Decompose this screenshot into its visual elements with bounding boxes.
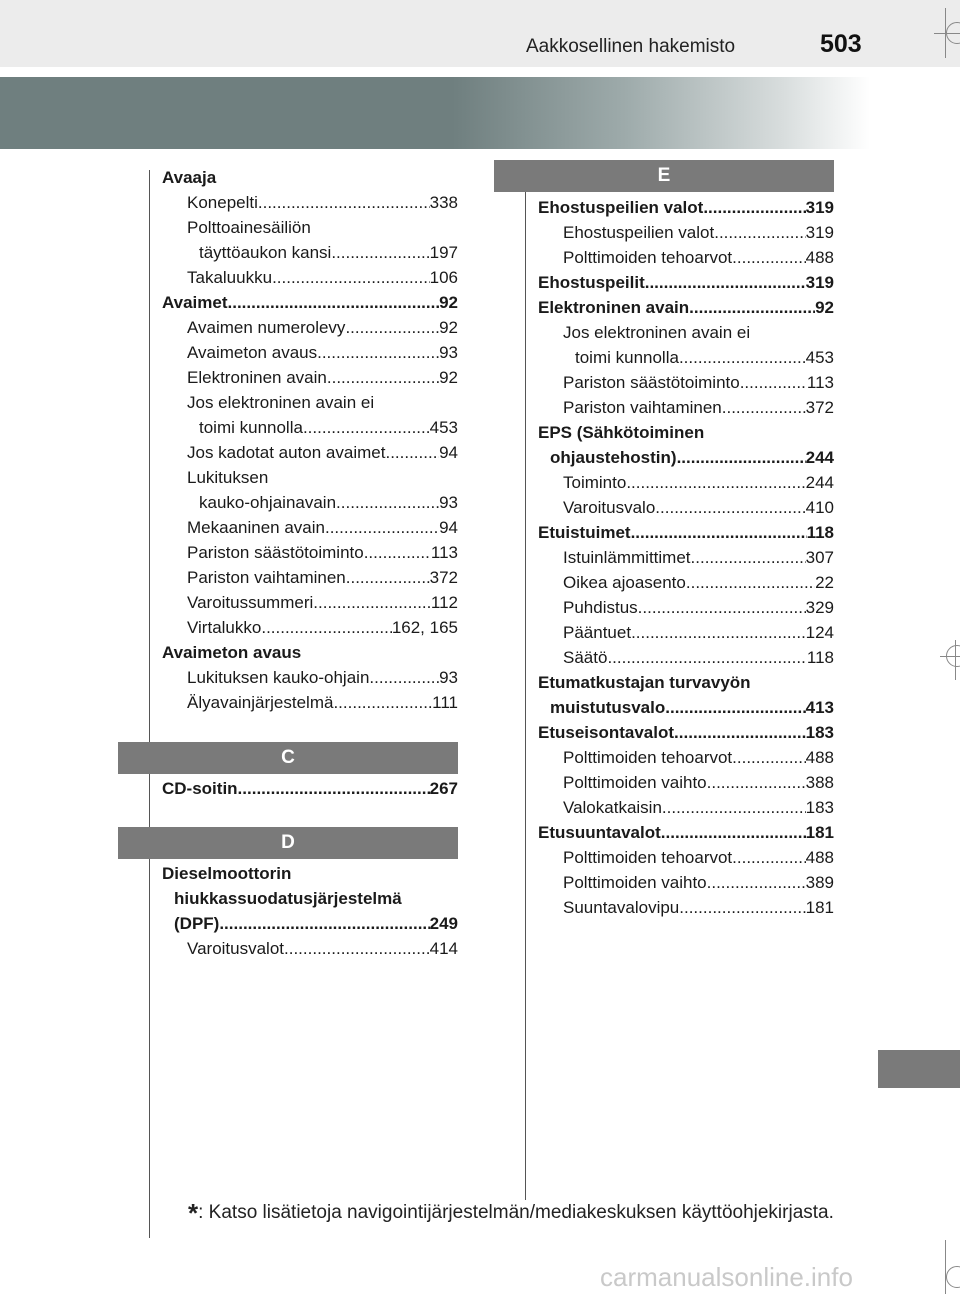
index-term: Takaluukku	[187, 268, 273, 287]
dot-leader	[679, 347, 806, 369]
index-entry	[563, 397, 834, 419]
index-entry	[538, 272, 834, 294]
page-reference: 413	[805, 698, 834, 717]
index-term: Suuntavalovipu	[563, 898, 680, 917]
header-title: Aakkosellinen hakemisto	[526, 36, 736, 57]
index-term: Etuistuimet	[538, 523, 631, 542]
page-reference: 111	[432, 693, 458, 712]
index-term: Puhdistus	[563, 598, 638, 617]
index-entry	[162, 778, 458, 800]
index-entry	[563, 647, 834, 669]
page-reference: 183	[805, 723, 834, 742]
dot-leader	[722, 397, 806, 419]
page-reference: 92	[439, 293, 458, 312]
dot-leader	[714, 222, 805, 244]
index-term: Elektroninen avain	[538, 298, 690, 317]
index-entry: Etumatkustajan turvavyön	[538, 673, 751, 692]
index-term: Avaimet	[162, 293, 228, 312]
index-term: täyttöaukon kansi	[199, 243, 332, 262]
index-term: Valokatkaisin	[563, 798, 662, 817]
column-rule-left	[149, 170, 150, 1238]
page-reference: 389	[805, 873, 834, 892]
dot-leader	[674, 722, 806, 744]
dot-leader	[662, 797, 806, 819]
dot-leader	[740, 372, 807, 394]
dot-leader	[707, 772, 806, 794]
section-header-d: D	[118, 827, 458, 859]
index-entry	[550, 447, 834, 469]
dot-leader	[258, 192, 430, 214]
index-entry	[187, 542, 458, 564]
index-entry	[538, 297, 834, 319]
page-reference: 453	[429, 418, 458, 437]
index-term: Istuinlämmittimet	[563, 548, 691, 567]
index-term: Etusuuntavalot	[538, 823, 661, 842]
page-reference: 22	[815, 573, 834, 592]
dot-leader	[325, 517, 439, 539]
page-reference: 319	[805, 223, 834, 242]
dot-leader	[679, 897, 805, 919]
page-reference: 319	[805, 198, 834, 217]
index-term: ohjaustehostin)	[550, 448, 677, 467]
section-header-c: C	[118, 742, 458, 774]
index-term: Varoitusvalot	[187, 939, 285, 958]
page-reference: 372	[805, 398, 834, 417]
page-reference: 94	[439, 443, 458, 462]
index-entry	[174, 913, 458, 935]
dot-leader	[327, 367, 439, 389]
chapter-edge-tab	[878, 1050, 960, 1088]
index-term: Polttimoiden tehoarvot	[563, 248, 733, 267]
index-term: Älyavainjärjestelmä	[187, 693, 334, 712]
index-entry: Avaaja	[162, 168, 217, 187]
dot-leader	[346, 567, 430, 589]
page-reference: 181	[805, 823, 834, 842]
dot-leader	[665, 697, 805, 719]
dot-leader	[645, 272, 806, 294]
index-term: Lukituksen kauko-ohjain	[187, 668, 370, 687]
index-entry	[563, 847, 834, 869]
page-reference: 118	[806, 523, 834, 542]
dot-leader	[336, 492, 439, 514]
dot-leader	[626, 472, 805, 494]
index-term: Virtalukko	[187, 618, 262, 637]
dot-leader	[607, 647, 806, 669]
index-term: Pariston vaihtaminen	[187, 568, 346, 587]
page-reference: 372	[429, 568, 458, 587]
page-reference: 453	[805, 348, 834, 367]
dot-leader	[331, 242, 429, 264]
dot-leader	[345, 317, 439, 339]
page-reference: 181	[805, 898, 834, 917]
page-reference: 93	[439, 343, 458, 362]
index-term: Säätö	[563, 648, 608, 667]
page-reference: 93	[439, 493, 458, 512]
index-term: toimi kunnolla	[575, 348, 679, 367]
index-entry	[187, 317, 458, 339]
footnote-text: : Katso lisätietoja navigointijärjestelmän/mediakeskuksen käyttöohjekirjasta.	[198, 1202, 834, 1223]
page-reference: 106	[429, 268, 458, 287]
page-reference: 113	[806, 373, 834, 392]
index-term: Ehostuspeilien valot	[538, 198, 704, 217]
index-entry	[563, 597, 834, 619]
index-term: Jos kadotat auton avaimet	[187, 443, 386, 462]
dot-leader	[691, 547, 806, 569]
dot-leader	[369, 667, 439, 689]
header-gradient-bar	[0, 77, 870, 149]
registration-mark-icon	[946, 645, 960, 667]
dot-leader	[333, 692, 432, 714]
page-reference: 488	[805, 748, 834, 767]
index-term: Pariston säästötoiminto	[187, 543, 364, 562]
index-entry	[563, 747, 834, 769]
dot-leader	[228, 292, 440, 314]
index-term: (DPF)	[174, 914, 220, 933]
page-reference: 197	[429, 243, 458, 262]
index-entry	[563, 797, 834, 819]
index-entry	[563, 497, 834, 519]
index-term: Polttimoiden vaihto	[563, 773, 707, 792]
dot-leader	[303, 417, 430, 439]
page-reference: 92	[439, 318, 458, 337]
page-reference: 249	[429, 914, 458, 933]
index-entry	[563, 372, 834, 394]
index-term: Avaimeton avaus	[187, 343, 318, 362]
index-entry	[563, 472, 834, 494]
dot-leader	[313, 592, 431, 614]
index-term: Oikea ajoasento	[563, 573, 686, 592]
page-reference: 93	[439, 668, 458, 687]
index-entry	[187, 517, 458, 539]
index-entry: Dieselmoottorin	[162, 864, 292, 883]
dot-leader	[686, 572, 815, 594]
index-entry	[187, 192, 458, 214]
index-entry	[187, 692, 458, 714]
dot-leader	[732, 247, 805, 269]
index-term: Polttimoiden tehoarvot	[563, 748, 733, 767]
dot-leader	[284, 938, 430, 960]
index-entry	[187, 367, 458, 389]
page-reference: 244	[805, 473, 834, 492]
index-entry	[187, 938, 458, 960]
index-term: Pariston säästötoiminto	[563, 373, 740, 392]
page-reference: 162, 165	[391, 618, 458, 637]
index-entry: Avaimeton avaus	[162, 643, 302, 662]
index-term: Avaimen numerolevy	[187, 318, 346, 337]
index-entry	[563, 897, 834, 919]
page-number: 503	[820, 30, 862, 58]
index-entry	[187, 667, 458, 689]
page-reference: 92	[439, 368, 458, 387]
index-entry: Jos elektroninen avain ei	[563, 323, 751, 342]
dot-leader	[732, 847, 805, 869]
page-reference: 414	[429, 939, 458, 958]
dot-leader	[238, 778, 430, 800]
dot-leader	[689, 297, 815, 319]
page-reference: 94	[439, 518, 458, 537]
index-entry	[538, 822, 834, 844]
dot-leader	[317, 342, 439, 364]
index-term: kauko-ohjainavain	[199, 493, 337, 512]
dot-leader	[385, 442, 439, 464]
index-entry	[563, 247, 834, 269]
index-entry	[550, 697, 834, 719]
index-entry	[563, 547, 834, 569]
header-band	[0, 0, 960, 67]
index-entry	[187, 267, 458, 289]
dot-leader	[703, 197, 805, 219]
index-entry	[538, 197, 834, 219]
dot-leader	[364, 542, 431, 564]
index-entry	[187, 592, 458, 614]
page-reference: 410	[805, 498, 834, 517]
index-entry	[187, 567, 458, 589]
dot-leader	[261, 617, 391, 639]
index-entry: Jos elektroninen avain ei	[187, 393, 375, 412]
dot-leader	[655, 497, 805, 519]
index-entry	[563, 772, 834, 794]
page-reference: 124	[805, 623, 834, 642]
page-reference: 488	[805, 848, 834, 867]
index-entry	[199, 242, 458, 264]
page-reference: 388	[805, 773, 834, 792]
column-rule-middle	[525, 170, 526, 1200]
dot-leader	[272, 267, 430, 289]
index-term: Ehostuspeilit	[538, 273, 645, 292]
index-entry	[187, 442, 458, 464]
index-entry: EPS (Sähkötoiminen	[538, 423, 705, 442]
index-term: Toiminto	[563, 473, 627, 492]
section-header-e: E	[494, 160, 834, 192]
index-entry	[563, 572, 834, 594]
index-term: Elektroninen avain	[187, 368, 327, 387]
index-term: Polttimoiden tehoarvot	[563, 848, 733, 867]
index-term: Mekaaninen avain	[187, 518, 325, 537]
index-term: Pääntuet	[563, 623, 632, 642]
page-reference: 307	[805, 548, 834, 567]
index-entry	[563, 622, 834, 644]
index-term: muistutusvalo	[550, 698, 666, 717]
index-entry	[563, 222, 834, 244]
dot-leader	[732, 747, 805, 769]
page-reference: 113	[430, 543, 458, 562]
page-reference: 338	[429, 193, 458, 212]
index-term: CD-soitin	[162, 779, 238, 798]
index-term: toimi kunnolla	[199, 418, 303, 437]
footnote	[188, 1198, 834, 1229]
index-entry: Lukituksen	[187, 468, 269, 487]
page-reference: 319	[805, 273, 834, 292]
page-reference: 112	[430, 593, 458, 612]
index-term: Konepelti	[187, 193, 258, 212]
index-entry	[575, 347, 834, 369]
index-entry	[187, 342, 458, 364]
index-entry	[162, 292, 458, 314]
index-entry: Polttoainesäiliön	[187, 218, 311, 237]
dot-leader	[631, 522, 807, 544]
page-reference: 92	[815, 298, 834, 317]
dot-leader	[707, 872, 806, 894]
index-entry	[538, 522, 834, 544]
dot-leader	[638, 597, 806, 619]
index-term: Pariston vaihtaminen	[563, 398, 722, 417]
index-entry	[199, 417, 458, 439]
page-reference: 329	[805, 598, 834, 617]
watermark: carmanualsonline.info	[600, 1262, 853, 1292]
registration-mark-icon	[946, 1266, 960, 1288]
index-term: Varoitusvalo	[563, 498, 656, 517]
index-term: Etuseisontavalot	[538, 723, 675, 742]
index-entry	[187, 617, 458, 639]
index-term: Varoitussummeri	[187, 593, 314, 612]
page-reference: 488	[805, 248, 834, 267]
page-reference: 267	[429, 779, 458, 798]
index-term: Ehostuspeilien valot	[563, 223, 715, 242]
footnote-asterisk: *	[188, 1198, 199, 1228]
page-reference: 118	[806, 648, 834, 667]
index-entry	[563, 872, 834, 894]
crop-mark	[945, 1240, 946, 1294]
page-reference: 244	[805, 448, 834, 467]
dot-leader	[631, 622, 806, 644]
index-entry: hiukkassuodatusjärjestelmä	[174, 889, 402, 908]
index-term: Polttimoiden vaihto	[563, 873, 707, 892]
dot-leader	[661, 822, 806, 844]
dot-leader	[219, 913, 429, 935]
index-entry	[199, 492, 458, 514]
dot-leader	[677, 447, 806, 469]
index-entry	[538, 722, 834, 744]
page-reference: 183	[805, 798, 834, 817]
